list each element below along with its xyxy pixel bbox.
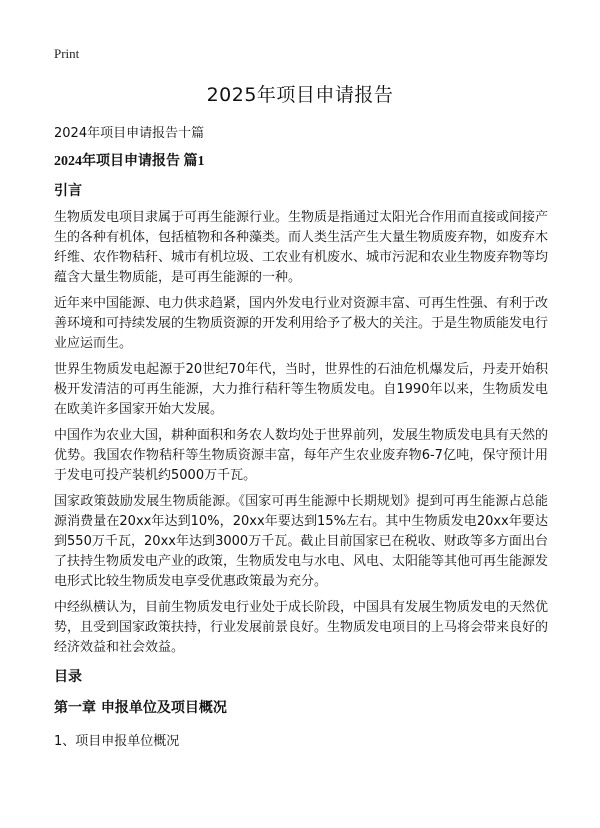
print-link[interactable]: Print [54, 46, 80, 61]
intro-heading: 引言 [54, 183, 82, 199]
paragraph: 生物质发电项目隶属于可再生能源行业。生物质是指通过太阳光合作用而直接或间接产生的各种有机体，包括植物和各种藻类。而人类生活产生大量生物质废弃物，如废弃木纤维、农作物秸秆、城市有机垃圾、工农业有机废水、城市污泥和农业生物废弃物等均蕴含大量生物质能，是可再生能源的一种。 [54, 210, 549, 285]
paragraph: 国家政策鼓励发展生物质能源。《国家可再生能源中长期规划》提到可再生能源占总能源消费量在20xx年达到10%，20xx年要达到15%左右。其中生物质发电20xx年要达到550万千瓦，20xx年达到3000万千瓦。截止目前国家已在税收、财政等多方面出台了扶持生物质发电产业的政策，生物质发电与水电、风电、太阳能等其他可再生能源发电形式比较生物质发电享受优惠政策最为充分。 [54, 494, 549, 589]
section-heading: 2024年项目申请报告 篇1 [54, 154, 205, 169]
document-subtitle: 2024年项目申请报告十篇 [54, 126, 205, 141]
paragraph: 中经纵横认为，目前生物质发电行业处于成长阶段，中国具有发展生物质发电的天然优势，且受到国家政策扶持，行业发展前景良好。生物质发电项目的上马将会带来良好的经济效益和社会效益。 [54, 600, 549, 655]
document-title: 2025年项目申请报告 [206, 84, 394, 106]
paragraph: 近年来中国能源、电力供求趋紧，国内外发电行业对资源丰富、可再生性强、有利于改善环境和可持续发展的生物质资源的开发利用给予了极大的关注。于是生物质能发电行业应运而生。 [54, 296, 549, 351]
toc-item: 1、项目申报单位概况 [54, 734, 180, 749]
toc-heading: 目录 [54, 669, 82, 685]
paragraph: 世界生物质发电起源于20世纪70年代，当时，世界性的石油危机爆发后，丹麦开始积极开发清洁的可再生能源，大力推行秸秆等生物质发电。自1990年以来，生物质发电在欧美许多国家开始大发展。 [54, 362, 548, 417]
paragraph: 中国作为农业大国，耕种面积和务农人数均处于世界前列，发展生物质发电具有天然的优势。我国农作物秸秆等生物质资源丰富，每年产生农业废弃物6-7亿吨，保守预计用于发电可投产装机约5000万千瓦。 [54, 428, 549, 483]
chapter-heading: 第一章 申报单位及项目概况 [54, 700, 227, 716]
